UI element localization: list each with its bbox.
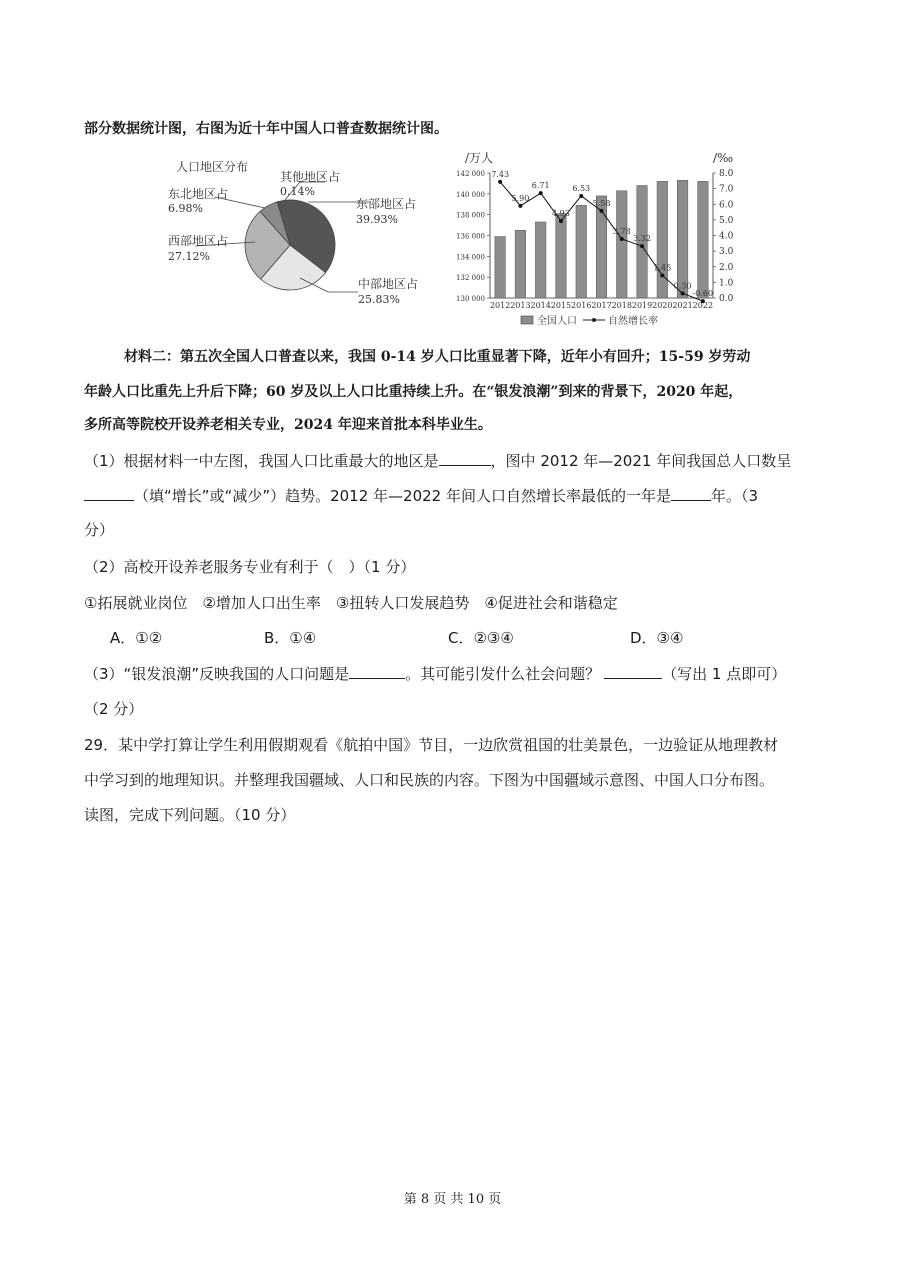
- material-two-line-2: 年龄人口比重先上升后下降；60 岁及以上人口比重持续上升。在“银发浪潮”到来的背景下，2020 年起，: [84, 384, 743, 400]
- growth-rate-label: 7.43: [491, 169, 510, 179]
- growth-rate-label: -0.60: [692, 289, 714, 299]
- growth-rate-point: [518, 204, 522, 208]
- pie-label-other: 其他地区占: [280, 170, 341, 184]
- growth-rate-label: 6.71: [531, 181, 550, 191]
- growth-rate-label: 1.45: [653, 263, 672, 273]
- growth-rate-point: [539, 191, 543, 195]
- q3-text-c: （写出 1 点即可）: [662, 665, 787, 683]
- growth-rate-label: 0.30: [673, 281, 692, 291]
- growth-rate-point: [681, 291, 685, 295]
- q2-option-b[interactable]: B．①④: [264, 629, 317, 647]
- q1-text-c: （填“增长”或“减少”）趋势。2012 年—2022 年间人口自然增长率最低的一年是: [134, 487, 671, 505]
- pie-chart: [160, 150, 450, 310]
- material-two-line-3: 多所高等院校开设养老相关专业，2024 年迎来首批本科毕业生。: [84, 417, 492, 433]
- y-right-tick-label: 4.0: [719, 231, 734, 242]
- y-left-tick-label: 132 000: [456, 274, 485, 283]
- x-tick-label: 2015: [550, 301, 572, 310]
- x-tick-label: 2018: [611, 301, 632, 310]
- pie-value-northeast: 6.98%: [168, 202, 203, 215]
- population-bar: [698, 181, 709, 298]
- q1-text-d: 年。（3: [710, 487, 759, 505]
- x-tick-label: 2019: [631, 301, 653, 310]
- growth-rate-label: 3.32: [633, 234, 651, 244]
- q3-line-2: （2 分）: [84, 700, 144, 718]
- y-right-tick-label: 5.0: [719, 215, 734, 226]
- population-bar: [535, 222, 546, 298]
- x-tick-label: 2021: [672, 301, 693, 310]
- population-bar: [556, 214, 567, 298]
- growth-rate-label: 5.90: [511, 193, 530, 203]
- y-left-tick-label: 136 000: [456, 232, 485, 241]
- population-bar: [657, 181, 668, 298]
- page-footer: 第 8 页 共 10 页: [403, 1192, 502, 1207]
- y-right-unit: /‰: [713, 151, 734, 165]
- pie-value-east: 39.93%: [356, 213, 398, 226]
- q1-answer-blank-2[interactable]: [84, 486, 134, 501]
- pie-title: 人口地区分布: [176, 160, 249, 174]
- q1-line-3: 分）: [84, 521, 115, 539]
- q1-line-2: [84, 485, 758, 506]
- growth-rate-point: [579, 194, 583, 198]
- y-right-tick-label: 1.0: [719, 278, 734, 289]
- y-right-tick-label: 8.0: [719, 169, 734, 179]
- y-right-tick-label: 2.0: [719, 262, 734, 273]
- population-chart: [445, 148, 765, 330]
- q1-line-1: [84, 450, 791, 471]
- q2-stem: （2）高校开设养老服务专业有利于（ ）（1 分）: [84, 558, 416, 576]
- x-tick-label: 2017: [591, 301, 612, 310]
- y-right-tick-label: 3.0: [719, 247, 734, 258]
- q2-option-c[interactable]: C．②③④: [448, 629, 514, 647]
- y-left-tick-label: 134 000: [456, 253, 485, 262]
- x-tick-label: 2020: [652, 301, 673, 310]
- q1-text-b: ，图中 2012 年—2021 年间我国总人口数呈: [490, 452, 792, 470]
- q29-line-3: 读图，完成下列问题。（10 分）: [84, 806, 296, 824]
- growth-rate-point: [559, 219, 563, 223]
- x-tick-label: 2016: [571, 301, 592, 310]
- growth-rate-label: 6.53: [572, 183, 591, 193]
- y-left-tick-label: 138 000: [456, 211, 485, 220]
- q29-line-1: 29．某中学打算让学生利用假期观看《航拍中国》节目，一边欣赏祖国的壮美景色，一边验证从地理教材: [84, 736, 779, 754]
- y-left-unit: /万人: [465, 151, 494, 165]
- growth-rate-label: 5.58: [592, 198, 611, 208]
- growth-rate-point: [620, 237, 624, 241]
- q2-choices: ①拓展就业岗位 ②增加人口出生率 ③扭转人口发展趋势 ④促进社会和谐稳定: [84, 594, 618, 612]
- pie-label-east: 东部地区占: [356, 197, 417, 211]
- q1-text-a: （1）根据材料一中左图，我国人口比重最大的地区是: [84, 452, 439, 470]
- q3-text-b: 。其可能引发什么社会问题？: [405, 665, 601, 683]
- pie-label-northeast: 东北地区占: [168, 187, 229, 201]
- y-left-tick-label: 130 000: [456, 295, 485, 303]
- growth-rate-label: 3.78: [612, 226, 631, 236]
- q1-answer-blank-1[interactable]: [439, 451, 491, 466]
- population-bar: [617, 191, 628, 298]
- x-tick-label: 2013: [510, 301, 531, 310]
- pie-value-west: 27.12%: [168, 250, 210, 263]
- growth-rate-point: [498, 180, 502, 184]
- legend-bar-swatch: [521, 316, 533, 324]
- y-right-tick-label: 0.0: [719, 294, 734, 304]
- x-tick-label: 2012: [489, 301, 511, 310]
- population-bar: [495, 237, 506, 298]
- pie-label-west: 西部地区占: [168, 234, 229, 248]
- q3-text-a: （3）“银发浪潮”反映我国的人口问题是: [84, 665, 350, 683]
- y-left-tick-label: 142 000: [456, 170, 485, 178]
- y-right-tick-label: 6.0: [719, 200, 734, 211]
- pie-label-central: 中部地区占: [358, 277, 419, 291]
- legend-growth-rate: 自然增长率: [608, 316, 658, 327]
- q1-answer-blank-3[interactable]: [671, 486, 711, 501]
- population-bar: [515, 230, 526, 298]
- intro-text: 部分数据统计图，右图为近十年中国人口普查数据统计图。: [84, 121, 448, 137]
- growth-rate-point: [660, 273, 664, 277]
- q2-option-a[interactable]: A．①②: [110, 629, 163, 647]
- q2-option-d[interactable]: D．③④: [630, 629, 684, 647]
- growth-rate-point: [600, 209, 604, 213]
- q3-line-1: [84, 663, 786, 684]
- x-tick-label: 2014: [530, 301, 551, 310]
- legend-population: 全国人口: [537, 316, 577, 327]
- pie-value-other: 0.14%: [280, 185, 315, 198]
- y-left-tick-label: 140 000: [456, 190, 485, 199]
- pie-value-central: 25.83%: [358, 293, 400, 306]
- q3-answer-blank-2[interactable]: [604, 664, 662, 679]
- q3-answer-blank-1[interactable]: [349, 664, 405, 679]
- material-two-line-1: 材料二：第五次全国人口普查以来，我国 0-14 岁人口比重显著下降，近年小有回升；15-59 岁劳动: [124, 349, 751, 365]
- population-bar: [576, 205, 587, 298]
- growth-rate-label: 4.93: [552, 208, 570, 218]
- x-tick-label: 2022: [692, 301, 714, 310]
- q29-line-2: 中学习到的地理知识。并整理我国疆域、人口和民族的内容。下图为中国疆域示意图、中国人口分布图。: [84, 771, 775, 789]
- growth-rate-point: [640, 244, 644, 248]
- y-right-tick-label: 7.0: [719, 184, 734, 195]
